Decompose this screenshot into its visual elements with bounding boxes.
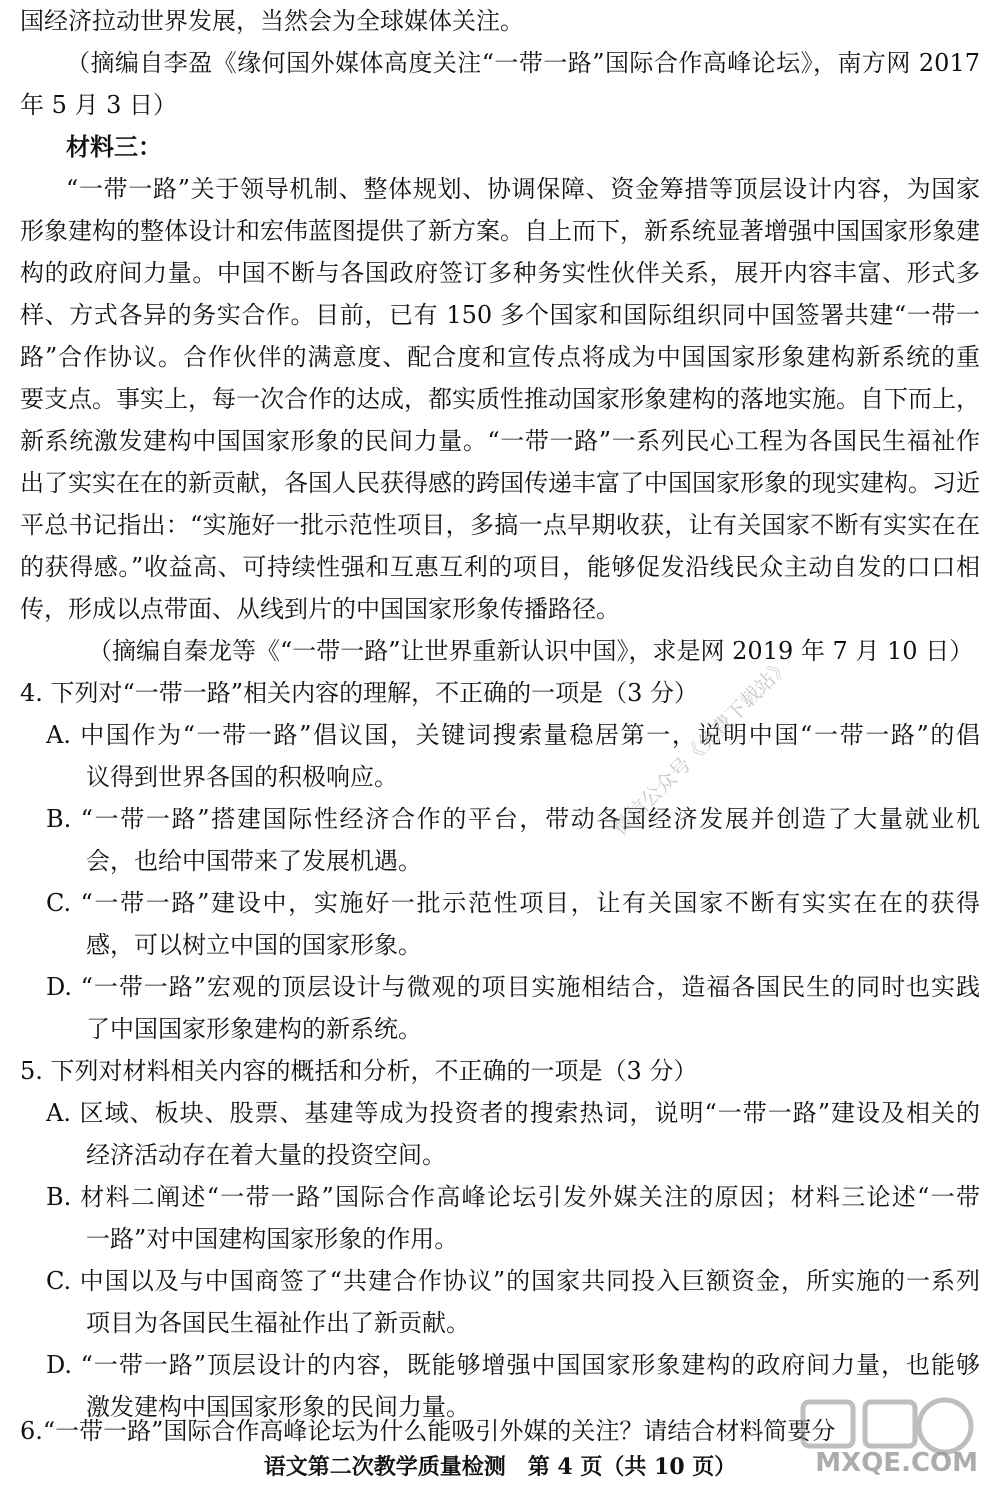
paragraph-line: 形象建构的整体设计和宏伟蓝图提供了新方案。自上而下，新系统显著增强中国国家形象建: [20, 217, 980, 245]
question-6-stem: 6.“一带一路”国际合作高峰论坛为什么能吸引外媒的关注？请结合材料简要分: [20, 1417, 836, 1445]
watermark-text: 微信公众号《免费下载站》: [607, 653, 795, 840]
q4-option-d-cont: 了中国国家形象建构的新系统。: [86, 1015, 422, 1043]
q4-option-b-cont: 会，也给中国带来了发展机遇。: [86, 847, 422, 875]
q4-option-c: C. “一带一路”建设中，实施好一批示范性项目，让有关国家不断有实实在在的获得: [46, 889, 980, 917]
paragraph-line: 路”合作协议。合作伙伴的满意度、配合度和宣传点将成为中国国家形象建构新系统的重: [20, 343, 980, 371]
paragraph-line: 构的政府间力量。中国不断与各国政府签订多种务实性伙伴关系，展开内容丰富、形式多: [20, 259, 980, 287]
paragraph-line: 样、方式各异的务实合作。目前，已有 150 多个国家和国际组织同中国签署共建“一带一: [20, 301, 980, 329]
paragraph-line: 传，形成以点带面、从线到片的中国国家形象传播路径。: [20, 595, 620, 623]
q5-option-a-cont: 经济活动存在着大量的投资空间。: [86, 1141, 446, 1169]
source-citation-2: （摘编自李盈《缘何国外媒体高度关注“一带一路”国际合作高峰论坛》，南方网 2017: [66, 49, 980, 77]
source-citation-2-cont: 年 5 月 3 日）: [20, 91, 178, 119]
q5-option-b: B. 材料二阐述“一带一路”国际合作高峰论坛引发外媒关注的原因；材料三论述“一带: [46, 1183, 980, 1211]
q5-option-a: A. 区域、板块、股票、基建等成为投资者的搜索热词，说明“一带一路”建设及相关的: [46, 1099, 980, 1127]
page-footer: 语文第二次教学质量检测 第 4 页（共 10 页）: [263, 1454, 737, 1480]
q5-option-c: C. 中国以及与中国商签了“共建合作协议”的国家共同投入巨额资金，所实施的一系列: [46, 1267, 980, 1295]
paragraph-line: 的获得感。”收益高、可持续性强和互惠互利的项目，能够促发沿线民众主动自发的口口相: [20, 553, 980, 581]
paragraph-line: 平总书记指出：“实施好一批示范性项目，多搞一点早期收获，让有关国家不断有实实在在: [20, 511, 980, 539]
question-5-stem: 5. 下列对材料相关内容的概括和分析，不正确的一项是（3 分）: [20, 1057, 698, 1085]
text-line-1: 国经济拉动世界发展，当然会为全球媒体关注。: [20, 7, 524, 35]
material-three-heading: 材料三：: [66, 132, 162, 161]
q5-option-d-cont: 激发建构中国国家形象的民间力量。: [86, 1393, 470, 1421]
q4-option-d: D. “一带一路”宏观的顶层设计与微观的项目实施相结合，造福各国民生的同时也实践: [46, 973, 980, 1001]
source-citation-3: （摘编自秦龙等《“一带一路”让世界重新认识中国》，求是网 2019 年 7 月 10 日）: [88, 637, 974, 665]
q4-option-c-cont: 感，可以树立中国的国家形象。: [86, 931, 422, 959]
paragraph-line: 要支点。事实上，每一次合作的达成，都实质性推动国家形象建构的落地实施。自下而上，: [20, 385, 980, 413]
q4-option-b: B. “一带一路”搭建国际性经济合作的平台，带动各国经济发展并创造了大量就业机: [46, 805, 980, 833]
q5-option-c-cont: 项目为各国民生福祉作出了新贡献。: [86, 1309, 470, 1337]
paragraph-line: “一带一路”关于领导机制、整体规划、协调保障、资金筹措等顶层设计内容，为国家: [66, 175, 980, 203]
site-logo-text: MXQE.COM: [815, 1448, 978, 1478]
q4-option-a: A. 中国作为“一带一路”倡议国，关键词搜索量稳居第一，说明中国“一带一路”的倡: [46, 721, 980, 749]
q5-option-b-cont: 一路”对中国建构国家形象的作用。: [86, 1225, 459, 1253]
question-4-stem: 4. 下列对“一带一路”相关内容的理解，不正确的一项是（3 分）: [20, 679, 698, 707]
q5-option-d: D. “一带一路”顶层设计的内容，既能够增强中国国家形象建构的政府间力量，也能够: [46, 1351, 980, 1379]
paragraph-line: 新系统激发建构中国国家形象的民间力量。“一带一路”一系列民心工程为各国民生福祉作: [20, 427, 980, 455]
paragraph-line: 出了实实在在的新贡献，各国人民获得感的跨国传递丰富了中国国家形象的现实建构。习近: [20, 469, 980, 497]
q4-option-a-cont: 议得到世界各国的积极响应。: [86, 763, 398, 791]
